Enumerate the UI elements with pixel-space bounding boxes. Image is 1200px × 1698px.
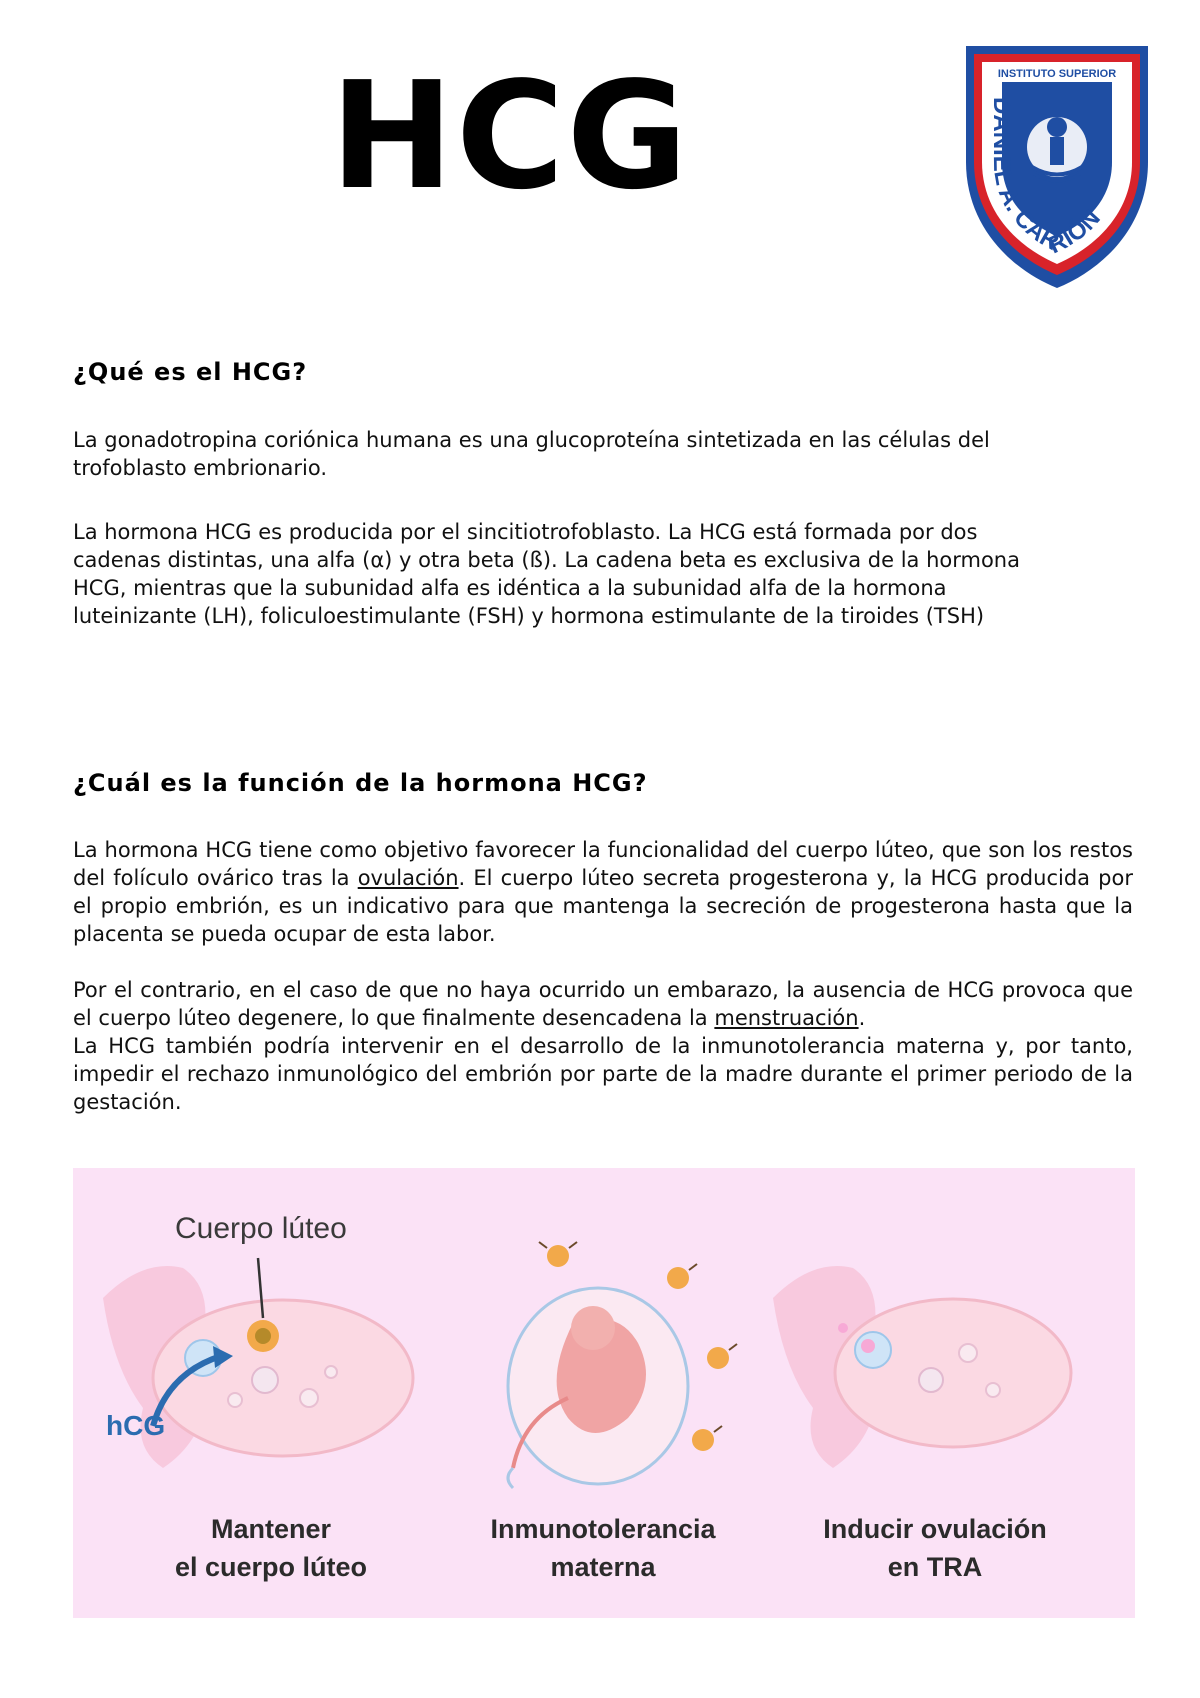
section1-paragraph-2 bbox=[73, 518, 1073, 630]
text-line: La gonadotropina coriónica humana es una glucoproteína sintetizada en las células del bbox=[73, 428, 990, 452]
text-run: . bbox=[858, 1006, 866, 1030]
text-run: La hormona HCG tiene como objetivo favorecer la funcionalidad del cuerpo lúteo, que son los restos del folículo ovárico tras la bbox=[73, 838, 1133, 890]
caption-line: Inducir ovulación bbox=[823, 1514, 1047, 1544]
section1-paragraph-1 bbox=[73, 426, 1073, 482]
caption-mantener bbox=[121, 1510, 421, 1586]
caption-inmunotolerancia bbox=[453, 1510, 753, 1586]
page-title: HCG bbox=[330, 50, 690, 222]
caption-line: en TRA bbox=[887, 1552, 983, 1582]
text-line: cadenas distintas, una alfa (α) y otra beta (ß). La cadena beta es exclusiva de la hormona bbox=[73, 548, 1020, 572]
text-run: . El cuerpo lúteo secreta progesterona y, la HCG producida por el propio embrión, es un indicativo para que mantenga la secreción de progesterona hasta que la placenta se pueda ocupar de esta labor. bbox=[73, 866, 1133, 946]
institute-logo bbox=[962, 42, 1152, 292]
logo-top-text: INSTITUTO SUPERIOR bbox=[997, 68, 1117, 80]
caption-line: el cuerpo lúteo bbox=[174, 1552, 368, 1582]
text-line: HCG, mientras que la subunidad alfa es idéntica a la subunidad alfa de la hormona bbox=[73, 576, 947, 600]
label-hcg: hCG bbox=[106, 1410, 166, 1441]
label-cuerpo-luteo: Cuerpo lúteo bbox=[175, 1212, 347, 1245]
section2-paragraph-1 bbox=[73, 836, 1133, 948]
hcg-functions-figure bbox=[73, 1168, 1135, 1618]
caption-line: Mantener bbox=[210, 1514, 332, 1544]
menstruacion-link[interactable]: menstruación bbox=[714, 1006, 859, 1030]
caption-line: materna bbox=[550, 1552, 656, 1582]
text-line: La hormona HCG es producida por el sincitiotrofoblasto. La HCG está formada por dos bbox=[73, 520, 978, 544]
section-heading-function: ¿Cuál es la función de la hormona HCG? bbox=[73, 769, 648, 797]
caption-line: Inmunotolerancia bbox=[490, 1514, 716, 1544]
caption-inducir bbox=[785, 1510, 1085, 1586]
text-run: Por el contrario, en el caso de que no haya ocurrido un embarazo, la ausencia de HCG provoca que el cuerpo lúteo degenere, lo que finalmente desencadena la bbox=[73, 978, 1133, 1030]
logo-arc-text: DANIEL A. CARRIÓN bbox=[987, 97, 1106, 260]
text-line: luteinizante (LH), foliculoestimulante (FSH) y hormona estimulante de la tiroides (TSH) bbox=[73, 604, 985, 628]
text-line: trofoblasto embrionario. bbox=[73, 456, 328, 480]
embryo-illustration-center bbox=[508, 1242, 737, 1488]
section-heading-what: ¿Qué es el HCG? bbox=[73, 358, 308, 386]
section2-paragraph-2 bbox=[73, 976, 1133, 1116]
ovulacion-link[interactable]: ovulación bbox=[357, 866, 459, 890]
ovary-illustration-right bbox=[773, 1266, 1071, 1468]
text-run: La HCG también podría intervenir en el desarrollo de la inmunotolerancia materna y, por tanto, impedir el rechazo inmunológico del embrión por parte de la madre durante el primer periodo de la gestación. bbox=[73, 1034, 1133, 1114]
